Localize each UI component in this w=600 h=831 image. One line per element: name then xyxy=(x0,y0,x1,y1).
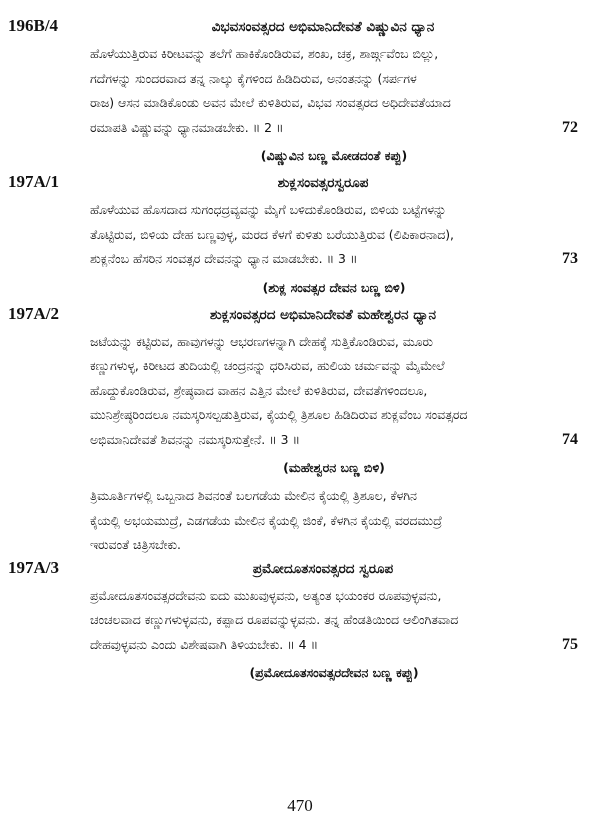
section-197a-3 xyxy=(8,558,578,690)
text-line: ಮುನಿಶ್ರೇಷ್ಠರಿಂದಲೂ ನಮಸ್ಕರಿಸಲ್ಪಡುತ್ತಿರುವ, ಕೈಯಲ್ಲಿ ತ್ರಿಶೂಲ ಹಿಡಿದಿರುವ ಶುಕ್ಲವೆಂಬ ಸಂವತ್ಸರದ xyxy=(90,407,468,422)
section-header xyxy=(8,16,578,42)
iconography-note xyxy=(90,484,578,558)
text-line: ತೊಟ್ಟಿರುವ, ಬಿಳಿಯ ದೇಹ ಬಣ್ಣವುಳ್ಳ, ಮರದ ಕೆಳಗೆ ಕುಳಿತು ಬರೆಯುತ್ತಿರುವ (ಲಿಪಿಕಾರನಾದ), xyxy=(90,226,454,242)
text-line: ಕಣ್ಣುಗಳುಳ್ಳ, ಕಿರೀಟದ ತುದಿಯಲ್ಲಿ ಚಂದ್ರನನ್ನು ಧರಿಸಿರುವ, ಹುಲಿಯ ಚರ್ಮವನ್ನು ಮೈಮೇಲೆ xyxy=(90,358,445,373)
section-id: 196B/4 xyxy=(8,16,59,35)
text-line: ಚಂಚಲವಾದ ಕಣ್ಣುಗಳುಳ್ಳವನು, ಕಪ್ಪಾದ ರೂಪವನ್ನುಳ್ಳವನು. ತನ್ನ ಹೆಂಡತಿಯಿಂದ ಆಲಿಂಗಿತವಾದ xyxy=(90,612,459,627)
text-line: ರಾಜ) ಆಸನ ಮಾಡಿಕೊಂಡು ಅವನ ಮೇಲೆ ಕುಳಿತಿರುವ, ವಿಭವ ಸಂವತ್ಸರದ ಅಧಿದೇವತೆಯಾದ xyxy=(90,95,451,110)
verse-paragraph xyxy=(90,330,578,453)
verse-paragraph xyxy=(90,42,578,140)
section-header xyxy=(8,304,578,330)
section-197a-1 xyxy=(8,172,578,304)
verse-number: 72 xyxy=(562,118,578,136)
color-caption: (ಪ್ರಮೋದೂತಸಂವತ್ಸರದೇವನ ಬಣ್ಣ ಕಪ್ಪು) xyxy=(249,665,419,680)
verse-last-line xyxy=(90,633,578,658)
verse-paragraph xyxy=(90,584,578,658)
verse-last-line xyxy=(90,116,578,141)
section-title: ಪ್ರಮೋದೂತಸಂವತ್ಸರದ ಸ್ವರೂಪ xyxy=(252,560,394,577)
text-line: ಜಟೆಯನ್ನು ಕಟ್ಟಿರುವ, ಹಾವುಗಳನ್ನು ಆಭರಣಗಳನ್ನಾಗಿ ದೇಹಕ್ಕೆ ಸುತ್ತಿಕೊಂಡಿರುವ, ಮೂರು xyxy=(90,333,433,349)
text-line: ಹೊದ್ದುಕೊಂಡಿರುವ, ಶ್ರೇಷ್ಠವಾದ ವಾಹನ ಎತ್ತಿನ ಮೇಲೆ ಕುಳಿತಿರುವ, ದೇವತೆಗಳಿಂದಲೂ, xyxy=(90,382,428,398)
section-id: 197A/3 xyxy=(8,557,59,577)
page-number: 470 xyxy=(287,796,313,815)
text-line: ಗದೆಗಳನ್ನು ಸುಂದರವಾದ ತನ್ನ ನಾಲ್ಕು ಕೈಗಳಿಂದ ಹಿಡಿದಿರುವ, ಅನಂತನನ್ನು (ಸರ್ಪಗಳ xyxy=(90,70,417,86)
verse-number: 74 xyxy=(562,430,578,448)
color-caption: (ಮಹೇಶ್ವರನ ಬಣ್ಣ ಬಿಳಿ) xyxy=(283,460,385,475)
verse-number: 75 xyxy=(562,635,578,653)
text-line: ದೇಹವುಳ್ಳವನು ಎಂದು ವಿಶೇಷವಾಗಿ ತಿಳಿಯಬೇಕು. ॥ 4 ॥ xyxy=(90,636,319,652)
text-line: ರಮಾಪತಿ ವಿಷ್ಣುವನ್ನು ಧ್ಯಾನಮಾಡಬೇಕು. ॥ 2 ॥ xyxy=(90,119,284,135)
section-197a-2 xyxy=(8,304,578,558)
section-title: ಶುಕ್ಲಸಂವತ್ಸರದ ಅಭಿಮಾನಿದೇವತೆ ಮಹೇಶ್ವರನ ಧ್ಯಾನ xyxy=(209,306,437,323)
section-header xyxy=(8,558,578,584)
verse-last-line xyxy=(90,428,578,453)
section-title: ಶುಕ್ಲಸಂವತ್ಸರಸ್ವರೂಪ xyxy=(277,175,369,191)
section-196b-4 xyxy=(8,16,578,172)
text-line: ತ್ರಿಮೂರ್ತಿಗಳಲ್ಲಿ ಒಬ್ಬನಾದ ಶಿವನಂತೆ ಬಲಗಡೆಯ ಮೇಲಿನ ಕೈಯಲ್ಲಿ ತ್ರಿಶೂಲ, ಕೆಳಗಿನ xyxy=(90,488,417,503)
color-caption: (ವಿಷ್ಣುವಿನ ಬಣ್ಣ ಮೋಡದಂತೆ ಕಪ್ಪು) xyxy=(260,148,408,163)
verse-last-line xyxy=(90,247,578,272)
text-line: ಹೊಳೆಯುತ್ತಿರುವ ಕಿರೀಟವನ್ನು ತಲೆಗೆ ಹಾಕಿಕೊಂಡಿರುವ, ಶಂಖ, ಚಕ್ರ, ಶಾರ್ಙ್ಗವೆಂಬ ಬಿಲ್ಲು, xyxy=(90,46,439,61)
text-line: ಪ್ರಮೋದೂತಸಂವತ್ಸರದೇವನು ಐದು ಮುಖವುಳ್ಳವನು, ಅತ್ಯಂತ ಭಯಂಕರ ರೂಪವುಳ್ಳವನು, xyxy=(90,587,442,603)
section-id: 197A/1 xyxy=(8,172,59,191)
section-id: 197A/2 xyxy=(8,303,59,323)
text-line: ಅಭಿಮಾನಿದೇವತೆ ಶಿವನನ್ನು ನಮಸ್ಕರಿಸುತ್ತೇನೆ. ॥ 3 ॥ xyxy=(90,431,300,447)
verse-number: 73 xyxy=(562,250,578,267)
section-header xyxy=(8,172,578,198)
text-line: ಇರುವಂತೆ ಚಿತ್ರಿಸಬೇಕು. xyxy=(90,537,181,552)
text-line: ಕೈಯಲ್ಲಿ ಅಭಯಮುದ್ರೆ, ಎಡಗಡೆಯ ಮೇಲಿನ ಕೈಯಲ್ಲಿ ಜಿಂಕೆ, ಕೆಳಗಿನ ಕೈಯಲ್ಲಿ ವರದಮುದ್ರೆ xyxy=(90,512,443,528)
verse-paragraph xyxy=(90,198,578,272)
color-caption: (ಶುಕ್ಲ ಸಂವತ್ಸರ ದೇವನ ಬಣ್ಣ ಬಿಳಿ) xyxy=(262,279,406,295)
text-line: ಹೊಳೆಯುವ ಹೊಸದಾದ ಸುಗಂಧದ್ರವ್ಯವನ್ನು ಮೈಗೆ ಬಳಿದುಕೊಂಡಿರುವ, ಬಿಳಿಯ ಬಟ್ಟೆಗಳನ್ನು xyxy=(90,202,447,217)
section-title: ವಿಭವಸಂವತ್ಸರದ ಅಭಿಮಾನಿದೇವತೆ ವಿಷ್ಣುವಿನ ಧ್ಯಾನ xyxy=(211,19,435,35)
text-line: ಶುಕ್ಲನೆಂಬ ಹೆಸರಿನ ಸಂವತ್ಸರ ದೇವನನ್ನು ಧ್ಯಾನ ಮಾಡಬೇಕು. ॥ 3 ॥ xyxy=(90,251,358,266)
